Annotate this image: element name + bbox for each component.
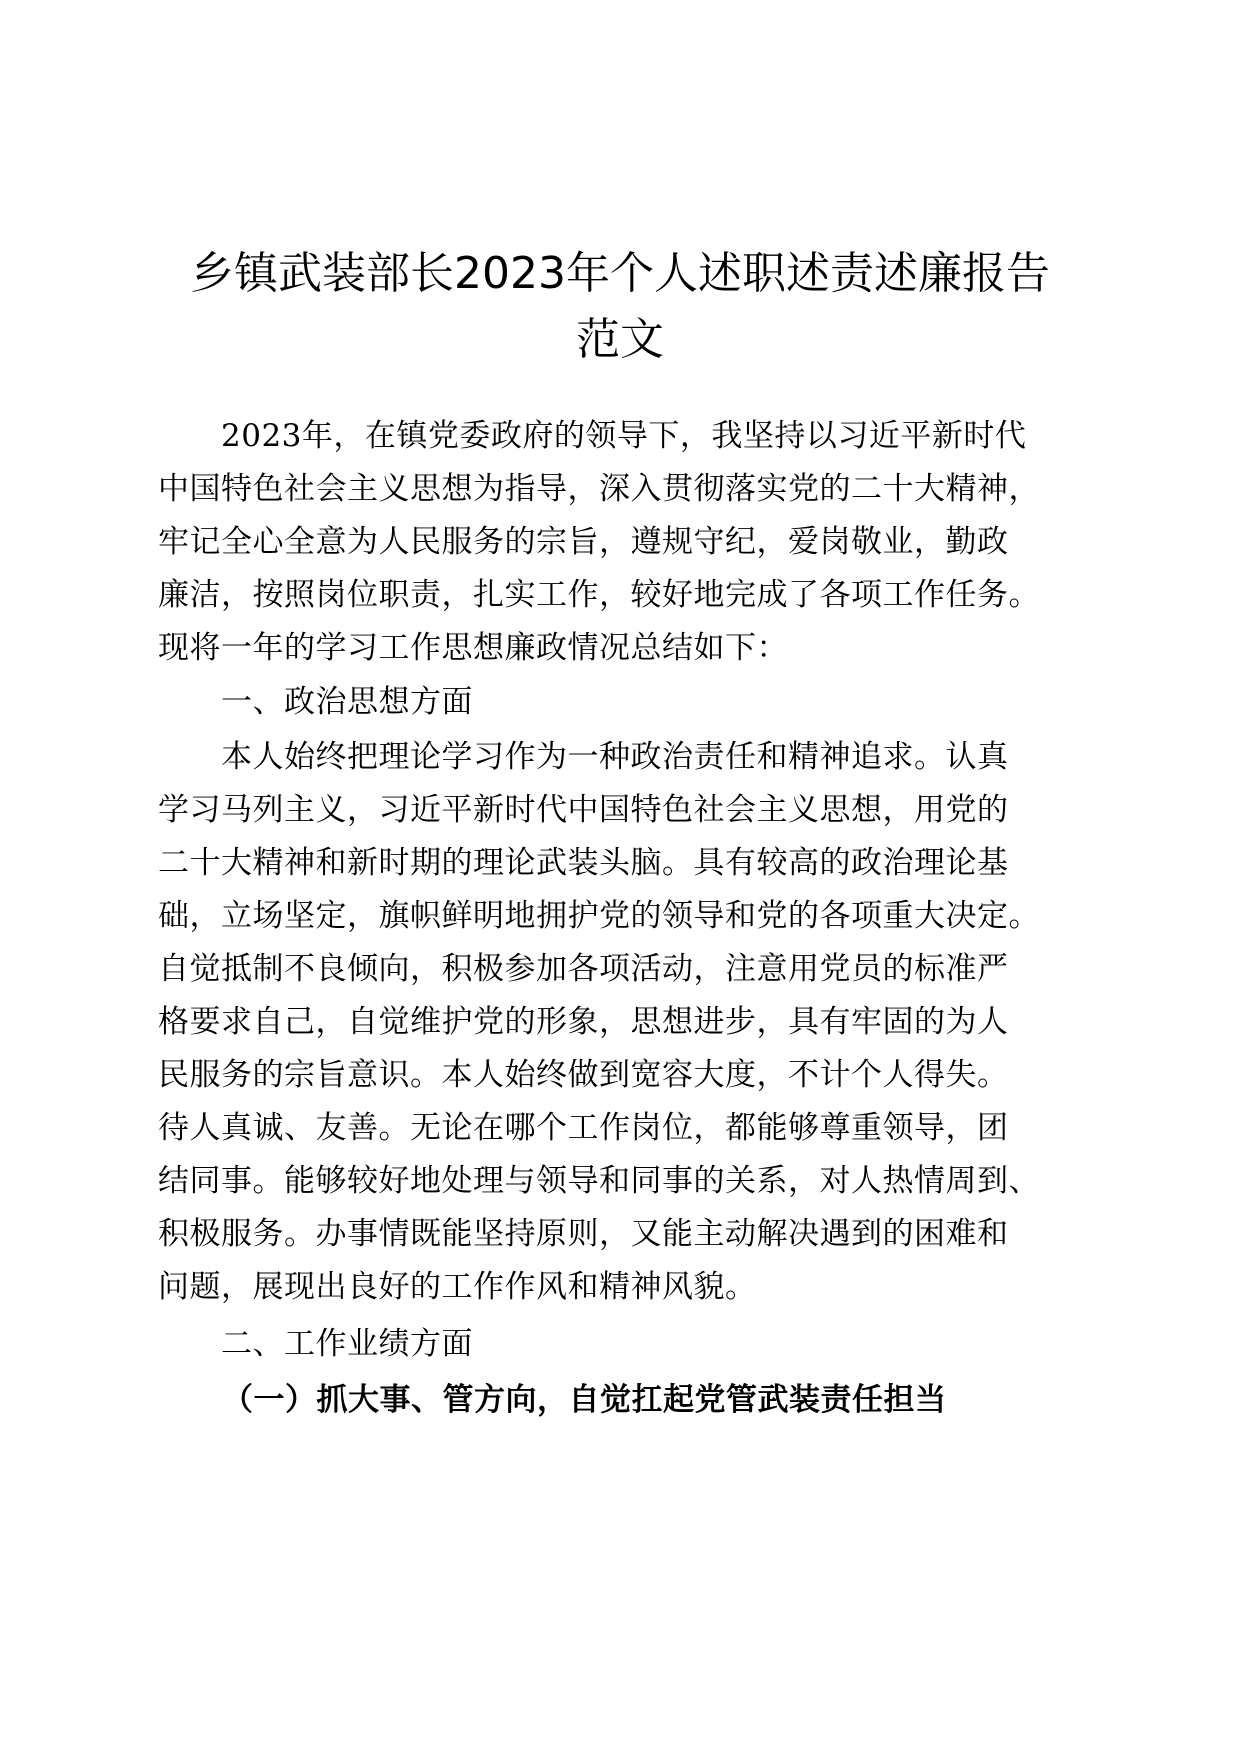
document-title-line-1: 乡镇武装部长2023年个人述职述责述廉报告 [190,248,1050,299]
section-1-line: 本人始终把理论学习作为一种政治责任和精神追求。认真 [221,739,1009,775]
intro-line: 现将一年的学习工作思想廉政情况总结如下： [158,630,788,666]
section-2-heading: 二、工作业绩方面 [221,1326,473,1362]
document-title-line-2: 范文 [576,314,664,365]
section-1-heading: 一、政治思想方面 [221,684,473,720]
section-1-line: 自觉抵制不良倾向，积极参加各项活动，注意用党员的标准严 [158,951,1009,987]
intro-line: 廉洁，按照岗位职责，扎实工作，较好地完成了各项工作任务。 [158,577,1040,613]
intro-line: 2023年，在镇党委政府的领导下，我坚持以习近平新时代 [221,418,1027,454]
intro-line: 牢记全心全意为人民服务的宗旨，遵规守纪，爱岗敬业，勤政 [158,524,1009,560]
section-1-line: 积极服务。办事情既能坚持原则，又能主动解决遇到的困难和 [158,1216,1009,1252]
section-1-line: 础，立场坚定，旗帜鲜明地拥护党的领导和党的各项重大决定。 [158,898,1040,934]
section-1-line: 二十大精神和新时期的理论武装头脑。具有较高的政治理论基 [158,845,1009,881]
intro-line: 中国特色社会主义思想为指导，深入贯彻落实党的二十大精神， [158,471,1040,507]
section-2-subheading-1: （一）抓大事、管方向，自觉扛起党管武装责任担当 [222,1382,947,1418]
section-1-line: 待人真诚、友善。无论在哪个工作岗位，都能够尊重领导，团 [158,1110,1009,1146]
section-1-line: 格要求自己，自觉维护党的形象，思想进步，具有牢固的为人 [158,1004,1009,1040]
section-1-line: 问题，展现出良好的工作作风和精神风貌。 [158,1269,757,1305]
section-1-line: 学习马列主义，习近平新时代中国特色社会主义思想，用党的 [158,792,1009,828]
section-1-line: 结同事。能够较好地处理与领导和同事的关系，对人热情周到、 [158,1163,1040,1199]
section-1-line: 民服务的宗旨意识。本人始终做到宽容大度，不计个人得失。 [158,1057,1009,1093]
